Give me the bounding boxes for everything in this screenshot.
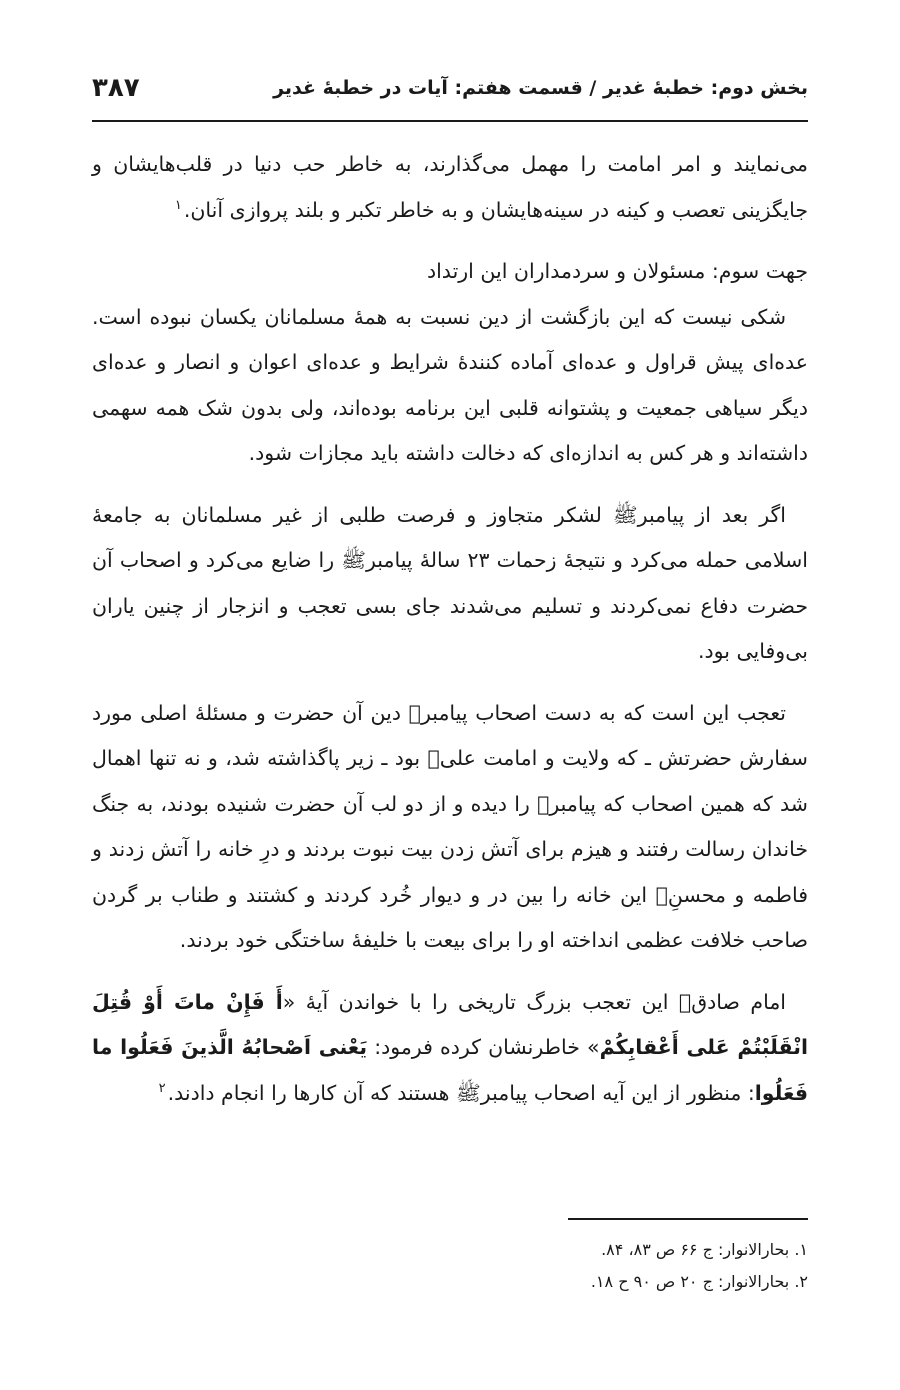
paragraph-2: شکی نیست که این بازگشت از دین نسبت به همهٔ مسلمانان یکسان نبوده است. عده‌ای پیش قراول و عده‌ای آماده کنندهٔ شرایط و عده‌ای اعوان و انصار و عده‌ای دیگر سیاهی جمعیت و پشتوانه قلبی این برنامه بوده‌اند، ولی بدون شک همه سهمی داشته‌اند و هر کس به اندازه‌ای که دخالت داشته باید مجازات شود.	[92, 304, 808, 465]
paragraph-5-text-after: : منظور از این آیه اصحاب پیامبرﷺ هستند که آن کارها را انجام دادند.	[167, 1080, 755, 1105]
footnote-2: ۲. بحارالانوار: ج ۲۰ ص ۹۰ ح ۱۸.	[590, 1272, 808, 1291]
paragraph-5-text-before: امام صادقؑ این تعجب بزرگ تاریخی را با خواندن آیهٔ «	[282, 989, 786, 1014]
paragraph-5	[92, 980, 808, 1117]
quran-verse-quote: أَ فَإِنْ ماتَ أَوْ قُتِلَ انْقَلَبْتُمْ عَلى أَعْقابِكُمْ	[92, 989, 808, 1059]
running-head: بخش دوم: خطبهٔ غدیر / قسمت هفتم: آیات در خطبهٔ غدیر	[273, 77, 808, 99]
footnote-ref-2: ۲	[158, 1080, 166, 1096]
paragraph-3: اگر بعد از پیامبرﷺ لشکر متجاوز و فرصت طلبی از غیر مسلمانان به جامعهٔ اسلامی حمله می‌کرد و نتیجهٔ زحمات ۲۳ سالهٔ پیامبرﷺ را ضایع می‌کرد و اصحاب آن حضرت دفاع نمی‌کردند و تسلیم می‌شدند جای بسی تعجب و انزجار از چنین یاران بی‌وفایی بود.	[92, 502, 808, 663]
paragraph-1	[92, 142, 808, 233]
footnotes	[92, 1234, 808, 1298]
hadith-quote: يَعْنی اَصْحابُهُ الَّذينَ فَعَلُوا ما فَعَلُوا	[92, 1035, 808, 1105]
section-heading: جهت سوم: مسئولان و سردمداران این ارتداد	[426, 259, 808, 283]
footnote-1: ۱. بحارالانوار: ج ۶۶ ص ۸۳، ۸۴.	[601, 1240, 808, 1259]
page-header	[92, 70, 808, 122]
footnote-divider	[568, 1218, 808, 1220]
paragraph-1-text: می‌نمایند و امر امامت را مهمل می‌گذارند، به خاطر حب دنیا در قلب‌هایشان و جایگزینی تعصب و کینه در سینه‌هایشان و به خاطر تکبر و بلند پروازی آنان.	[92, 152, 808, 222]
page-number: ۳۸۷	[92, 73, 140, 103]
book-page	[92, 0, 808, 1390]
body-text	[92, 142, 808, 1116]
footnote-ref-1: ۱	[174, 197, 182, 213]
paragraph-4: تعجب این است که به دست اصحاب پیامبرﷺ دین آن حضرت و مسئلهٔ اصلی مورد سفارش حضرتش ـ که ولایت و امامت علیؑ بود ـ زیر پاگذاشته شد، و نه تنها اهمال شد که همین اصحاب که پیامبرﷺ را دیده و از دو لب آن حضرت شنیده بودند، به جنگ خاندان رسالت رفتند و هیزم برای آتش زدن بیت نبوت بردند و درِ خانه را آتش زدند و فاطمه و محسنِؑ این خانه را بین در و دیوار خُرد کردند و کشتند و طناب بر گردن صاحب خلافت عظمی انداخته او را برای بیعت با خلیفهٔ ساختگی خود بردند.	[92, 700, 808, 952]
paragraph-5-text-middle: » خاطرنشان کرده فرمود:	[367, 1035, 600, 1059]
